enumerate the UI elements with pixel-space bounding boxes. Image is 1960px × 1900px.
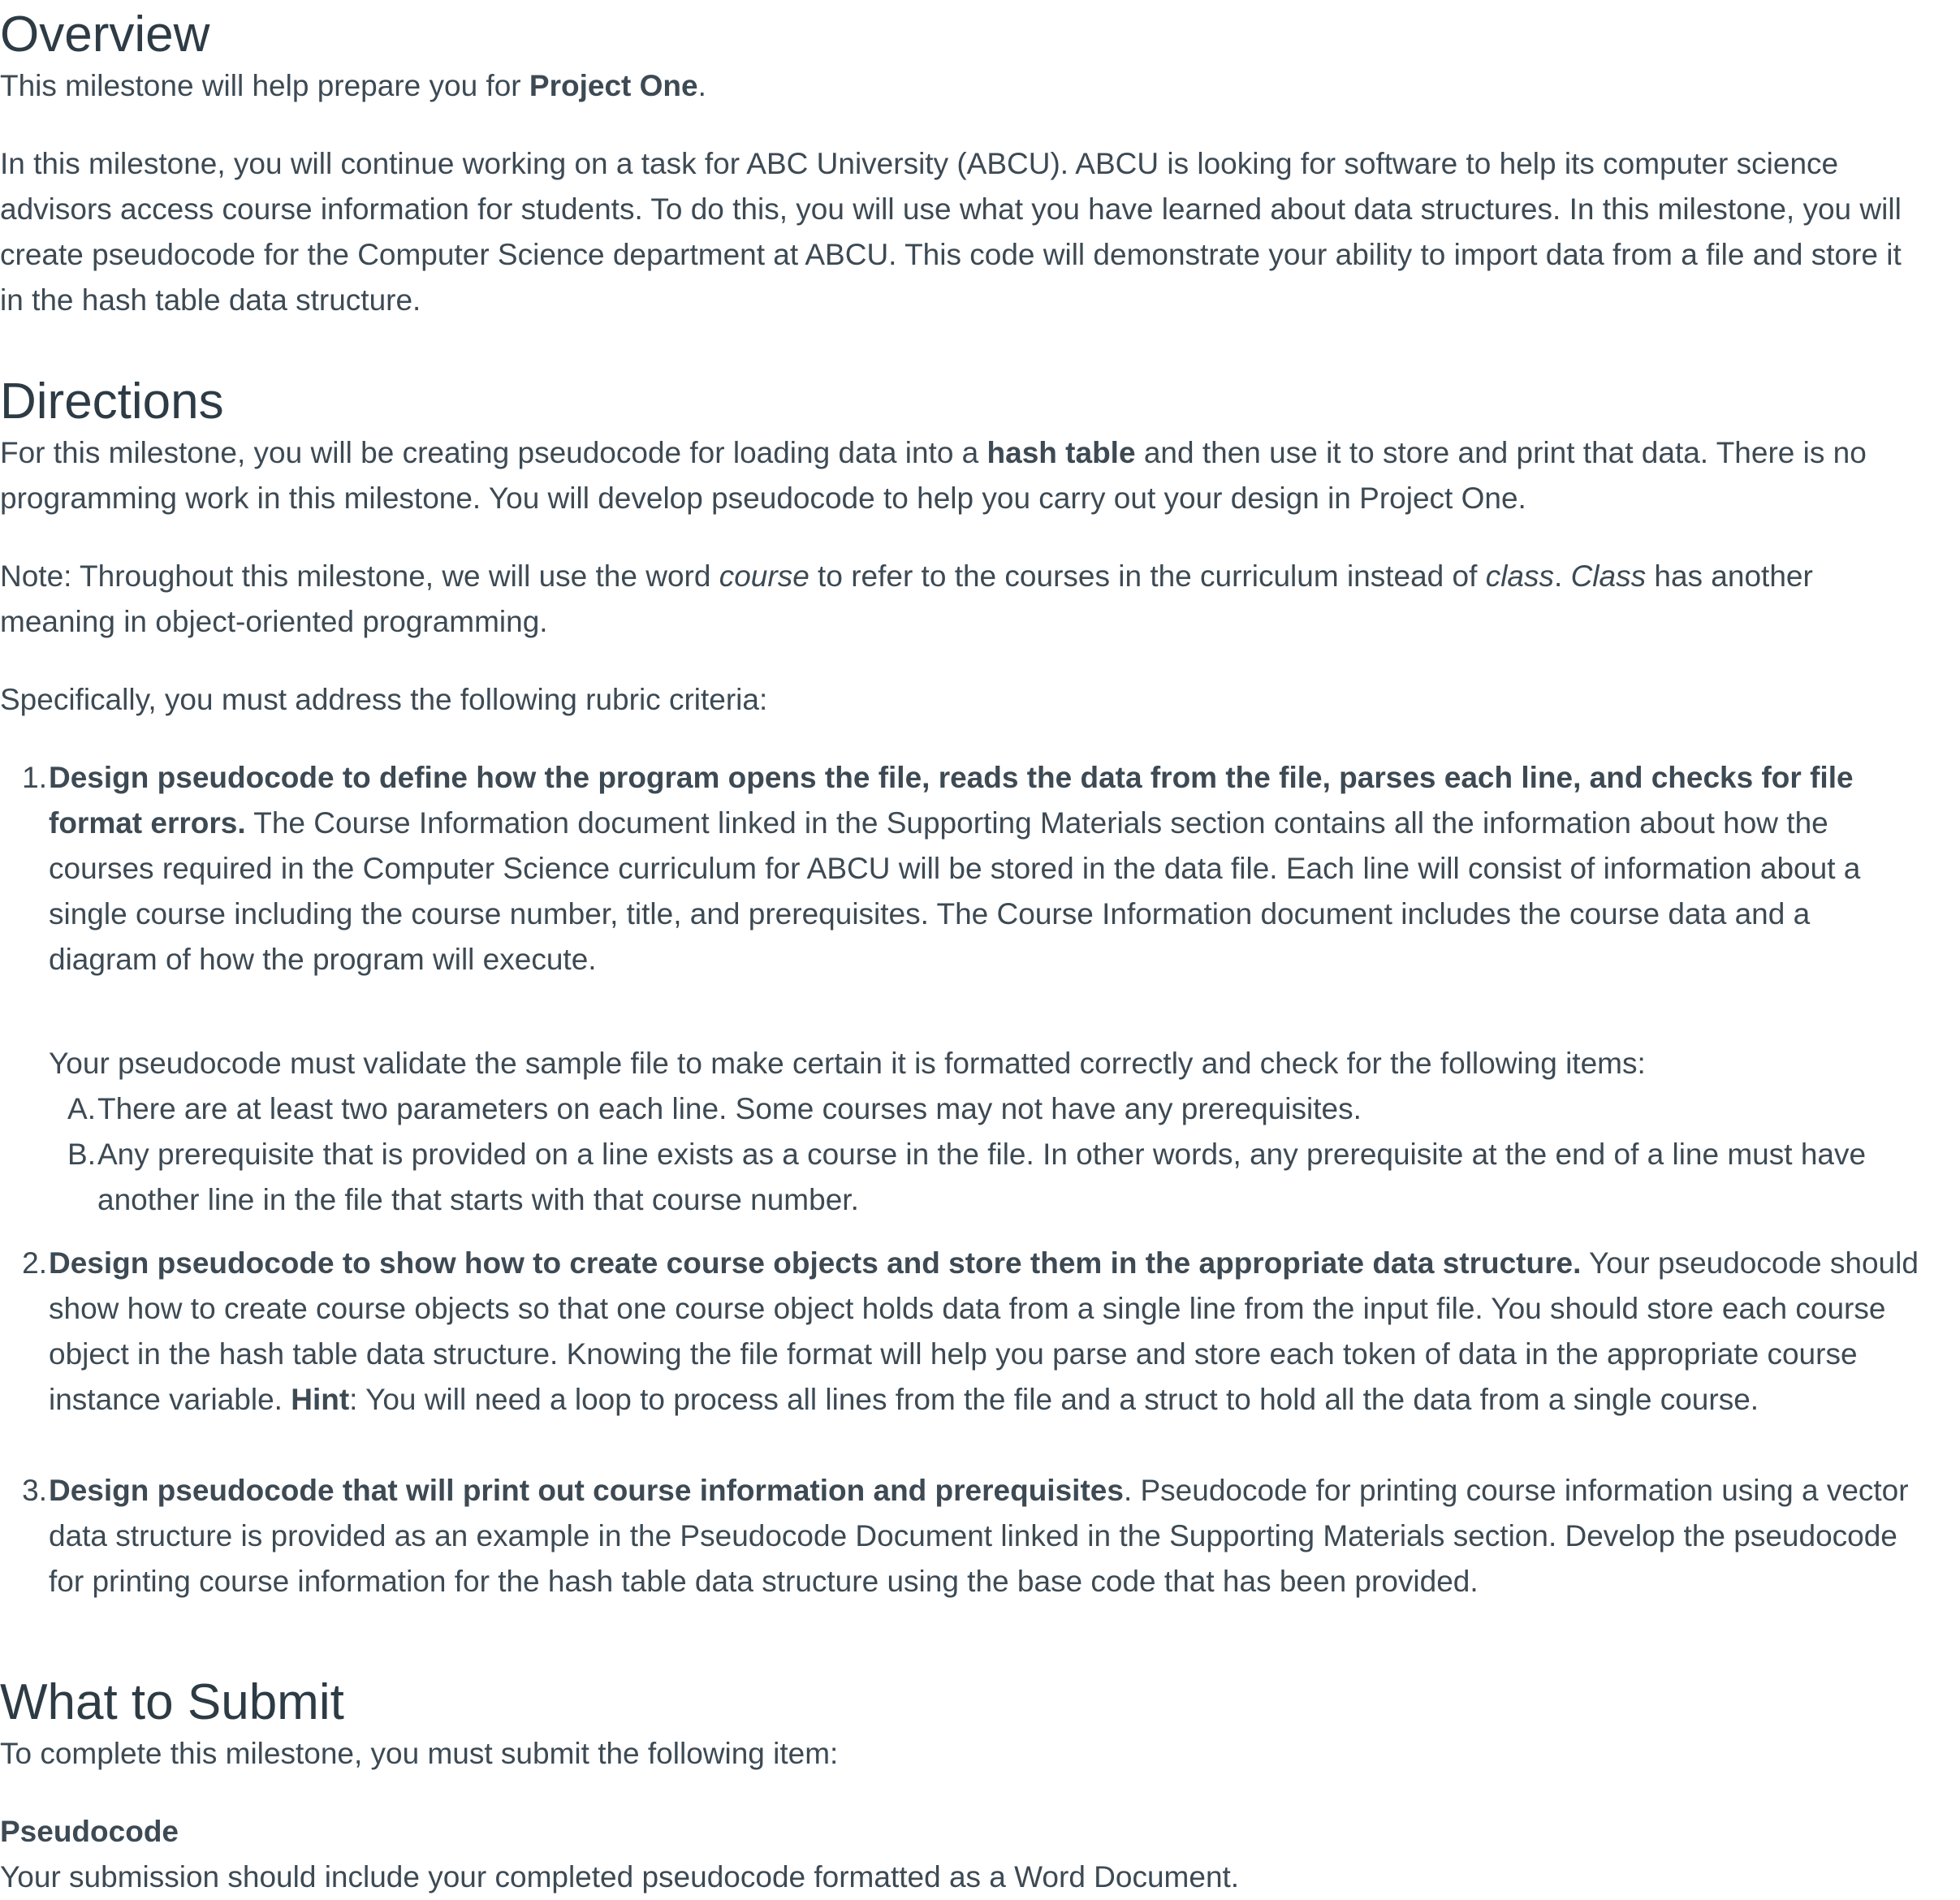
rubric-item-number: 3. bbox=[22, 1474, 47, 1507]
validation-item: A. There are at least two parameters on each line. Some courses may not have any prerequisites. bbox=[67, 1092, 1362, 1125]
submit-intro: To complete this milestone, you must submit the following item: bbox=[0, 1737, 839, 1770]
overview-section bbox=[0, 0, 1924, 323]
deliverable-text: Your submission should include your completed pseudocode formatted as a Word Document. bbox=[0, 1860, 1240, 1894]
project-one-bold: Project One bbox=[529, 69, 698, 102]
rubric-item: 2. Design pseudocode to show how to create course objects and store them in the appropriate data structure. Your pseudocode should show how to create course objects so that one course object holds data from a single line from the input file. You should store each course object in the hash table data structure. Knowing the file format will help you parse and store each token of data in the appropriate course instance variable. Hint: You will need a loop to process all lines from the file and a struct to hold all the data from a single course. bbox=[49, 1241, 1924, 1423]
note-paragraph: Note: Throughout this milestone, we will use the word course to refer to the courses in the curriculum instead of class. Class has another meaning in object-oriented programming. bbox=[0, 559, 1813, 638]
rubric-item-title: Design pseudocode to show how to create course objects and store them in the appropriate data structure. bbox=[49, 1246, 1582, 1280]
hint-bold: Hint bbox=[291, 1383, 350, 1416]
validation-list bbox=[49, 1086, 1924, 1223]
criteria-intro: Specifically, you must address the following rubric criteria: bbox=[0, 683, 768, 716]
submit-heading: What to Submit bbox=[0, 1674, 344, 1730]
validate-intro: Your pseudocode must validate the sample file to make certain it is formatted correctly and check for the following items: bbox=[49, 1047, 1646, 1080]
rubric-list bbox=[0, 755, 1924, 1604]
directions-heading: Directions bbox=[0, 374, 224, 430]
directions-section bbox=[0, 374, 1924, 1604]
rubric-item-number: 2. bbox=[22, 1246, 47, 1280]
validation-item: B. Any prerequisite that is provided on a line exists as a course in the file. In other words, any prerequisite at the end of a line must have another line in the file that starts with that course number. bbox=[67, 1138, 1867, 1216]
hash-table-bold: hash table bbox=[986, 436, 1136, 469]
overview-intro: This milestone will help prepare you for Project One. bbox=[0, 69, 706, 102]
directions-paragraph: For this milestone, you will be creating pseudocode for loading data into a hash table and then use it to store and print that data. There is no programming work in this milestone. You will develop pseudocode to help you carry out your design in Project One. bbox=[0, 436, 1867, 515]
rubric-item-title: Design pseudocode to define how the program opens the file, reads the data from the file, parses each line, and checks for file format errors. bbox=[49, 761, 1854, 840]
overview-paragraph: In this milestone, you will continue working on a task for ABC University (ABCU). ABCU is looking for software to help its computer science advisors access course information for students. To do this, you will use what you have learned about data structures. In this milestone, you will create pseudocode for the Computer Science department at ABCU. This code will demonstrate your ability to import data from a file and store it in the hash table data structure. bbox=[0, 147, 1902, 317]
rubric-item: 3. Design pseudocode that will print out course information and prerequisites. Pseudocode for printing course information using a vector data structure is provided as an example in the Pseudocode Document linked in the Supporting Materials section. Develop the pseudocode for printing course information for the hash table data structure using the base code that has been provided. bbox=[49, 1468, 1924, 1604]
deliverable-title: Pseudocode bbox=[0, 1815, 179, 1848]
rubric-item-title: Design pseudocode that will print out course information and prerequisites bbox=[49, 1474, 1124, 1507]
rubric-item-number: 1. bbox=[22, 761, 47, 794]
overview-heading: Overview bbox=[0, 6, 210, 63]
rubric-item: 1. Design pseudocode to define how the program opens the file, reads the data from the file, parses each line, and checks for file format errors. The Course Information document linked in the Supporting Materials section contains all the information about how the courses required in the Computer Science curriculum for ABCU will be stored in the data file. Each line will consist of information about a single course including the course number, title, and prerequisites. The Course Information document includes the course data and a diagram of how the program will execute. Your pseudocode must validate the sample file to make certain it is formatted correctly and check for the following items: A. There are at least two parameters on each line. Some courses may not have any prerequisites. B. Any prerequisite that is provided on a line exists as a course in the file. In other words, any prerequisite at the end of a line must have another line in the file that starts with that course number. bbox=[49, 755, 1924, 1223]
submit-section bbox=[0, 1674, 1924, 1900]
